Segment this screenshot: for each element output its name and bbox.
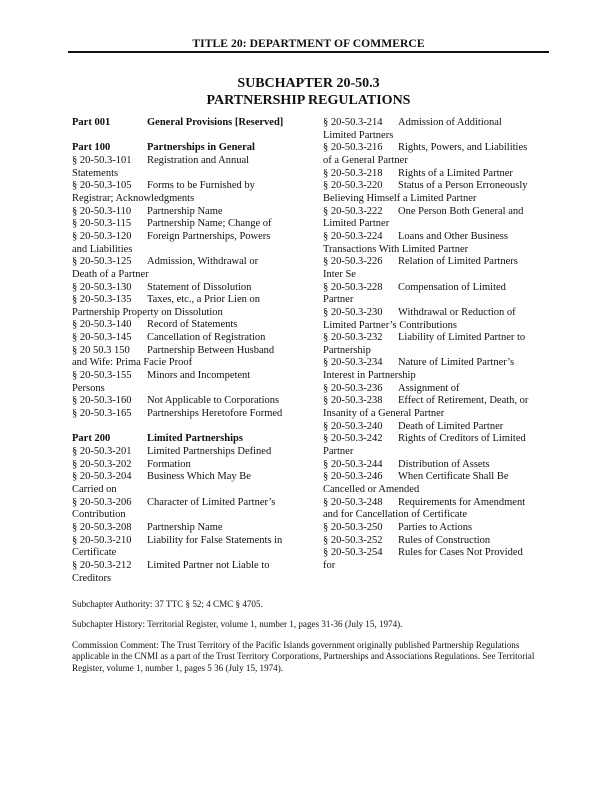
section-title: Rules of Construction bbox=[398, 534, 491, 546]
section-title: When Certificate Shall Be bbox=[398, 471, 509, 483]
section-title: Effect of Retirement, Death, or bbox=[398, 395, 529, 407]
section-number: § 20-50.3-246 bbox=[323, 471, 383, 483]
section-title: Liability of Limited Partner to bbox=[398, 332, 526, 344]
section-number: § 20-50.3-248 bbox=[323, 496, 383, 508]
section-title: Record of Statements bbox=[147, 319, 238, 331]
section-title: Formation bbox=[147, 458, 191, 470]
section-title-continuation: Statements bbox=[72, 167, 119, 179]
toc-section-entry bbox=[72, 497, 304, 510]
toc-section-entry bbox=[72, 282, 304, 295]
header-rule bbox=[68, 51, 549, 53]
part-title: Partnerships in General bbox=[147, 142, 255, 154]
part-title: General Provisions [Reserved] bbox=[147, 117, 284, 128]
toc-section-entry bbox=[323, 471, 548, 484]
section-title-continuation: and Liabilities bbox=[72, 243, 133, 255]
section-number: § 20-50.3-101 bbox=[72, 154, 132, 166]
section-title: Limited Partner not Liable to bbox=[147, 559, 270, 571]
toc-section-entry bbox=[323, 332, 548, 345]
section-title: Death of Limited Partner bbox=[398, 420, 504, 432]
section-title: Cancellation of Registration bbox=[147, 332, 266, 344]
toc-section-entry bbox=[72, 408, 304, 421]
section-number: § 20-50.3-218 bbox=[323, 167, 383, 179]
toc-section-entry bbox=[323, 383, 548, 396]
section-title: Statement of Dissolution bbox=[147, 281, 252, 293]
toc-section-entry bbox=[323, 497, 548, 510]
section-title-continuation: Limited Partner bbox=[323, 218, 390, 230]
section-title: Rules for Cases Not Provided bbox=[398, 547, 523, 559]
section-title-continuation: Inter Se bbox=[323, 268, 356, 280]
section-number: § 20-50.3-105 bbox=[72, 180, 132, 192]
section-title: Admission, Withdrawal or bbox=[147, 256, 259, 268]
toc-section-entry bbox=[72, 446, 304, 459]
part-number: Part 001 bbox=[72, 117, 111, 128]
toc-part-heading bbox=[72, 142, 304, 155]
toc-section-entry bbox=[323, 256, 548, 269]
section-title: Parties to Actions bbox=[398, 522, 473, 533]
section-number: § 20-50.3-115 bbox=[72, 218, 132, 230]
section-title-continuation: Partner bbox=[323, 446, 354, 458]
section-title-continuation: of a General Partner bbox=[323, 154, 408, 166]
section-number: § 20-50.3-234 bbox=[323, 357, 383, 369]
toc-section-entry bbox=[323, 117, 548, 130]
section-number: § 20-50.3-165 bbox=[72, 408, 132, 420]
section-number: § 20-50.3-252 bbox=[323, 534, 383, 546]
section-title: Limited Partnerships Defined bbox=[147, 446, 272, 458]
subchapter-history: Subchapter History: Territorial Register, volume 1, number 1, pages 31-36 (July 15, 1974). bbox=[72, 619, 403, 630]
part-title: Limited Partnerships bbox=[147, 433, 243, 445]
section-title-continuation: for bbox=[323, 559, 336, 571]
section-title: Rights, Powers, and Liabilities bbox=[398, 142, 528, 154]
toc-section-entry bbox=[323, 168, 548, 181]
toc-section-entry bbox=[72, 370, 304, 383]
section-number: § 20-50.3-130 bbox=[72, 281, 132, 293]
section-number: § 20-50.3-232 bbox=[323, 332, 383, 344]
section-number: § 20 50.3 150 bbox=[72, 344, 130, 356]
section-number: § 20-50.3-206 bbox=[72, 496, 132, 508]
section-number: § 20-50.3-240 bbox=[323, 420, 383, 432]
section-title-continuation: Partnership Property on Dissolution bbox=[72, 306, 223, 318]
section-title: Partnership Name bbox=[147, 205, 223, 217]
section-title: Relation of Limited Partners bbox=[398, 256, 518, 268]
section-title: Assignment of bbox=[398, 382, 460, 394]
toc-part-heading bbox=[72, 433, 304, 446]
toc-section-entry bbox=[323, 547, 548, 560]
toc-section-entry bbox=[72, 345, 304, 358]
section-number: § 20-50.3-222 bbox=[323, 205, 383, 217]
toc-section-entry bbox=[72, 218, 304, 231]
section-number: § 20-50.3-125 bbox=[72, 256, 132, 268]
section-number: § 20-50.3-230 bbox=[323, 306, 383, 318]
section-title: Not Applicable to Corporations bbox=[147, 395, 280, 407]
section-number: § 20-50.3-201 bbox=[72, 446, 132, 458]
section-number: § 20-50.3-135 bbox=[72, 294, 132, 306]
section-title: Rights of Creditors of Limited bbox=[398, 433, 526, 445]
toc-section-entry bbox=[323, 459, 548, 472]
section-title: Admission of Additional bbox=[398, 117, 502, 128]
toc-spacer bbox=[72, 130, 304, 143]
section-title: Taxes, etc., a Prior Lien on bbox=[147, 294, 260, 306]
section-title: Partnership Between Husband bbox=[147, 344, 275, 356]
part-number: Part 200 bbox=[72, 433, 111, 445]
section-number: § 20-50.3-238 bbox=[323, 395, 383, 407]
section-title: Nature of Limited Partner’s bbox=[398, 357, 515, 369]
section-title-continuation: Partnership bbox=[323, 344, 371, 356]
toc-section-entry bbox=[323, 180, 548, 193]
section-title-continuation: Limited Partner’s Contributions bbox=[323, 319, 457, 331]
toc-section-entry bbox=[72, 459, 304, 472]
section-number: § 20-50.3-228 bbox=[323, 281, 383, 293]
section-title-continuation: Cancelled or Amended bbox=[323, 484, 420, 496]
section-title-continuation: Carried on bbox=[72, 484, 117, 495]
toc-left-column bbox=[72, 117, 304, 585]
subchapter-authority: Subchapter Authority: 37 TTC § 52; 4 CMC § 4705. bbox=[72, 599, 263, 609]
toc-section-entry bbox=[323, 522, 548, 535]
section-number: § 20-50.3-244 bbox=[323, 458, 383, 470]
toc-section-entry bbox=[323, 231, 548, 244]
section-number: § 20-50.3-212 bbox=[72, 559, 132, 571]
toc-section-entry bbox=[72, 231, 304, 244]
section-title-continuation: Insanity of a General Partner bbox=[323, 408, 445, 420]
subchapter-title bbox=[68, 75, 549, 109]
section-number: § 20-50.3-214 bbox=[323, 117, 383, 128]
section-title: Withdrawal or Reduction of bbox=[398, 306, 516, 318]
section-number: § 20-50.3-226 bbox=[323, 256, 383, 268]
section-title-continuation: Partner bbox=[323, 294, 354, 306]
section-title-continuation: Registrar; Acknowledgments bbox=[72, 192, 195, 204]
section-number: § 20-50.3-140 bbox=[72, 319, 132, 331]
section-title-continuation: Certificate bbox=[72, 547, 117, 559]
section-title: Distribution of Assets bbox=[398, 458, 490, 470]
section-number: § 20-50.3-220 bbox=[323, 180, 383, 192]
section-number: § 20-50.3-250 bbox=[323, 522, 383, 533]
section-number: § 20-50.3-216 bbox=[323, 142, 383, 154]
section-title-continuation: and Wife: Prima Facie Proof bbox=[72, 357, 193, 369]
section-title-continuation: Death of a Partner bbox=[72, 268, 149, 280]
toc-section-entry bbox=[323, 395, 548, 408]
subchapter-number: SUBCHAPTER 20-50.3 bbox=[237, 76, 380, 91]
subchapter-name: PARTNERSHIP REGULATIONS bbox=[206, 93, 411, 108]
section-title: Loans and Other Business bbox=[398, 230, 508, 242]
toc-section-entry bbox=[72, 535, 304, 548]
toc-section-entry bbox=[323, 421, 548, 434]
section-title: Partnership Name; Change of bbox=[147, 218, 272, 230]
section-number: § 20-50.3-160 bbox=[72, 395, 132, 407]
section-number: § 20-50.3-120 bbox=[72, 230, 132, 242]
toc-section-entry bbox=[323, 535, 548, 548]
toc-part-heading bbox=[72, 117, 304, 130]
section-number: § 20-50.3-204 bbox=[72, 471, 132, 483]
section-title: Foreign Partnerships, Powers bbox=[147, 230, 271, 242]
toc-section-entry bbox=[72, 522, 304, 535]
section-number: § 20-50.3-242 bbox=[323, 433, 383, 445]
toc-section-entry bbox=[323, 206, 548, 219]
toc-section-entry bbox=[72, 395, 304, 408]
running-header: TITLE 20: DEPARTMENT OF COMMERCE bbox=[192, 37, 425, 50]
section-title: Registration and Annual bbox=[147, 154, 250, 166]
toc-section-entry bbox=[72, 332, 304, 345]
section-title: Compensation of Limited bbox=[398, 281, 506, 293]
section-title: Character of Limited Partner’s bbox=[147, 496, 276, 508]
toc-section-entry bbox=[72, 471, 304, 484]
toc-section-entry bbox=[72, 155, 304, 168]
section-number: § 20-50.3-155 bbox=[72, 370, 132, 382]
section-title-continuation: Limited Partners bbox=[323, 129, 394, 141]
commission-comment: Commission Comment: The Trust Territory of the Pacific Islands government originally published Partnership Regulations applicable in the CNMI as a part of the Trust Territory Corporations, Partnerships and Associations Regulations. See Territorial Register, volume 1, number 1, pages 5 36 (July 15, 1974). bbox=[72, 639, 535, 673]
toc-section-entry bbox=[323, 307, 548, 320]
toc-section-entry bbox=[323, 433, 548, 446]
toc-section-entry bbox=[323, 282, 548, 295]
section-title-continuation: Interest in Partnership bbox=[323, 370, 416, 382]
section-title-continuation: Transactions With Limited Partner bbox=[323, 243, 469, 255]
toc-section-entry bbox=[323, 357, 548, 370]
toc-section-entry bbox=[72, 560, 304, 573]
section-title: Requirements for Amendment bbox=[398, 496, 526, 508]
section-number: § 20-50.3-208 bbox=[72, 521, 132, 533]
toc-section-entry bbox=[323, 142, 548, 155]
toc-section-entry bbox=[72, 206, 304, 219]
section-title-continuation: Contribution bbox=[72, 509, 126, 521]
section-number: § 20-50.3-210 bbox=[72, 534, 132, 546]
toc-section-entry bbox=[72, 180, 304, 193]
toc-section-entry bbox=[72, 256, 304, 269]
subchapter-notes bbox=[72, 599, 542, 683]
section-title: Business Which May Be bbox=[147, 471, 251, 483]
section-number: § 20-50.3-110 bbox=[72, 205, 132, 217]
section-title-continuation: Persons bbox=[72, 382, 105, 394]
section-number: § 20-50.3-145 bbox=[72, 332, 132, 344]
section-number: § 20-50.3-236 bbox=[323, 382, 383, 394]
section-title: Forms to be Furnished by bbox=[147, 180, 255, 192]
part-number: Part 100 bbox=[72, 142, 111, 154]
section-title: Liability for False Statements in bbox=[147, 534, 283, 546]
section-title: Rights of a Limited Partner bbox=[398, 167, 513, 179]
section-title-continuation: Creditors bbox=[72, 572, 112, 584]
section-number: § 20-50.3-202 bbox=[72, 458, 132, 470]
section-title: Status of a Person Erroneously bbox=[398, 180, 528, 192]
section-title: Partnerships Heretofore Formed bbox=[147, 408, 283, 420]
toc-right-column bbox=[323, 117, 548, 573]
section-number: § 20-50.3-254 bbox=[323, 547, 383, 559]
section-number: § 20-50.3-224 bbox=[323, 230, 383, 242]
section-title: Partnership Name bbox=[147, 521, 223, 533]
section-title-continuation: and for Cancellation of Certificate bbox=[323, 509, 468, 521]
section-title: One Person Both General and bbox=[398, 205, 524, 217]
toc-spacer bbox=[72, 421, 304, 434]
section-title-continuation: Believing Himself a Limited Partner bbox=[323, 192, 477, 204]
section-title: Minors and Incompetent bbox=[147, 370, 251, 382]
toc-section-entry bbox=[72, 319, 304, 332]
toc-section-entry bbox=[72, 294, 304, 307]
